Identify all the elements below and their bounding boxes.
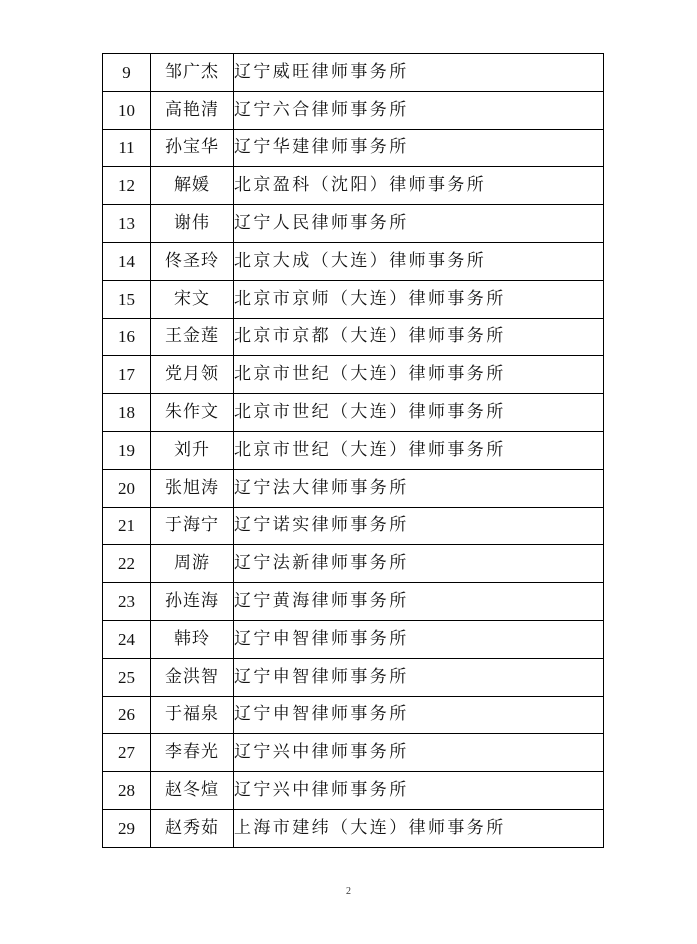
table-row [103,280,604,318]
law-firm-cell: 辽宁黄海律师事务所 [234,583,604,621]
lawyer-name-cell: 周游 [151,545,234,583]
row-number-cell: 27 [103,734,151,772]
row-number-cell: 11 [103,129,151,167]
row-number-cell: 9 [103,54,151,92]
row-number-cell: 15 [103,280,151,318]
lawyer-name-cell: 孙宝华 [151,129,234,167]
lawyer-name-cell: 解媛 [151,167,234,205]
law-firm-cell: 北京市京都（大连）律师事务所 [234,318,604,356]
table-row [103,545,604,583]
table-row [103,91,604,129]
law-firm-cell: 辽宁诺实律师事务所 [234,507,604,545]
law-firm-cell: 辽宁法大律师事务所 [234,469,604,507]
row-number-cell: 24 [103,620,151,658]
law-firm-cell: 北京市京师（大连）律师事务所 [234,280,604,318]
table-row [103,167,604,205]
lawyer-name-cell: 刘升 [151,431,234,469]
law-firm-cell: 北京盈科（沈阳）律师事务所 [234,167,604,205]
lawyer-name-cell: 孙连海 [151,583,234,621]
table-row [103,356,604,394]
row-number-cell: 22 [103,545,151,583]
lawyer-name-cell: 于海宁 [151,507,234,545]
table-row [103,696,604,734]
row-number-cell: 14 [103,242,151,280]
table-row [103,583,604,621]
table-row [103,318,604,356]
lawyer-name-cell: 谢伟 [151,205,234,243]
law-firm-cell: 辽宁兴中律师事务所 [234,734,604,772]
law-firm-cell: 辽宁申智律师事务所 [234,620,604,658]
row-number-cell: 20 [103,469,151,507]
table-row [103,507,604,545]
table-row [103,242,604,280]
lawyer-name-cell: 朱作文 [151,394,234,432]
table-row [103,809,604,847]
law-firm-cell: 北京市世纪（大连）律师事务所 [234,356,604,394]
lawyer-name-cell: 赵秀茹 [151,809,234,847]
table-row [103,772,604,810]
law-firm-cell: 北京大成（大连）律师事务所 [234,242,604,280]
lawyer-name-cell: 佟圣玲 [151,242,234,280]
row-number-cell: 28 [103,772,151,810]
law-firm-cell: 上海市建纬（大连）律师事务所 [234,809,604,847]
row-number-cell: 13 [103,205,151,243]
law-firm-cell: 辽宁申智律师事务所 [234,696,604,734]
table-row [103,431,604,469]
row-number-cell: 21 [103,507,151,545]
row-number-cell: 12 [103,167,151,205]
law-firm-cell: 辽宁人民律师事务所 [234,205,604,243]
law-firm-cell: 北京市世纪（大连）律师事务所 [234,431,604,469]
lawyer-name-cell: 赵冬煊 [151,772,234,810]
lawyer-name-cell: 李春光 [151,734,234,772]
row-number-cell: 18 [103,394,151,432]
lawyer-name-cell: 于福泉 [151,696,234,734]
table-row [103,734,604,772]
law-firm-cell: 辽宁六合律师事务所 [234,91,604,129]
law-firm-cell: 辽宁申智律师事务所 [234,658,604,696]
law-firm-cell: 辽宁兴中律师事务所 [234,772,604,810]
table-row [103,658,604,696]
law-firm-cell: 辽宁法新律师事务所 [234,545,604,583]
law-firm-cell: 辽宁华建律师事务所 [234,129,604,167]
lawyer-name-cell: 党月领 [151,356,234,394]
row-number-cell: 23 [103,583,151,621]
lawyer-name-cell: 张旭涛 [151,469,234,507]
row-number-cell: 17 [103,356,151,394]
lawyer-name-cell: 高艳清 [151,91,234,129]
row-number-cell: 10 [103,91,151,129]
row-number-cell: 26 [103,696,151,734]
table-row [103,54,604,92]
row-number-cell: 16 [103,318,151,356]
lawyer-name-cell: 金洪智 [151,658,234,696]
page-number: 2 [346,886,351,897]
law-firm-cell: 北京市世纪（大连）律师事务所 [234,394,604,432]
lawyer-name-cell: 邹广杰 [151,54,234,92]
lawyer-name-cell: 王金莲 [151,318,234,356]
table-row [103,394,604,432]
roster-table-body [103,54,604,848]
table-row [103,129,604,167]
table-row [103,620,604,658]
lawyer-roster-table [102,53,604,848]
row-number-cell: 25 [103,658,151,696]
row-number-cell: 29 [103,809,151,847]
lawyer-name-cell: 韩玲 [151,620,234,658]
law-firm-cell: 辽宁威旺律师事务所 [234,54,604,92]
table-row [103,469,604,507]
row-number-cell: 19 [103,431,151,469]
lawyer-name-cell: 宋文 [151,280,234,318]
table-row [103,205,604,243]
